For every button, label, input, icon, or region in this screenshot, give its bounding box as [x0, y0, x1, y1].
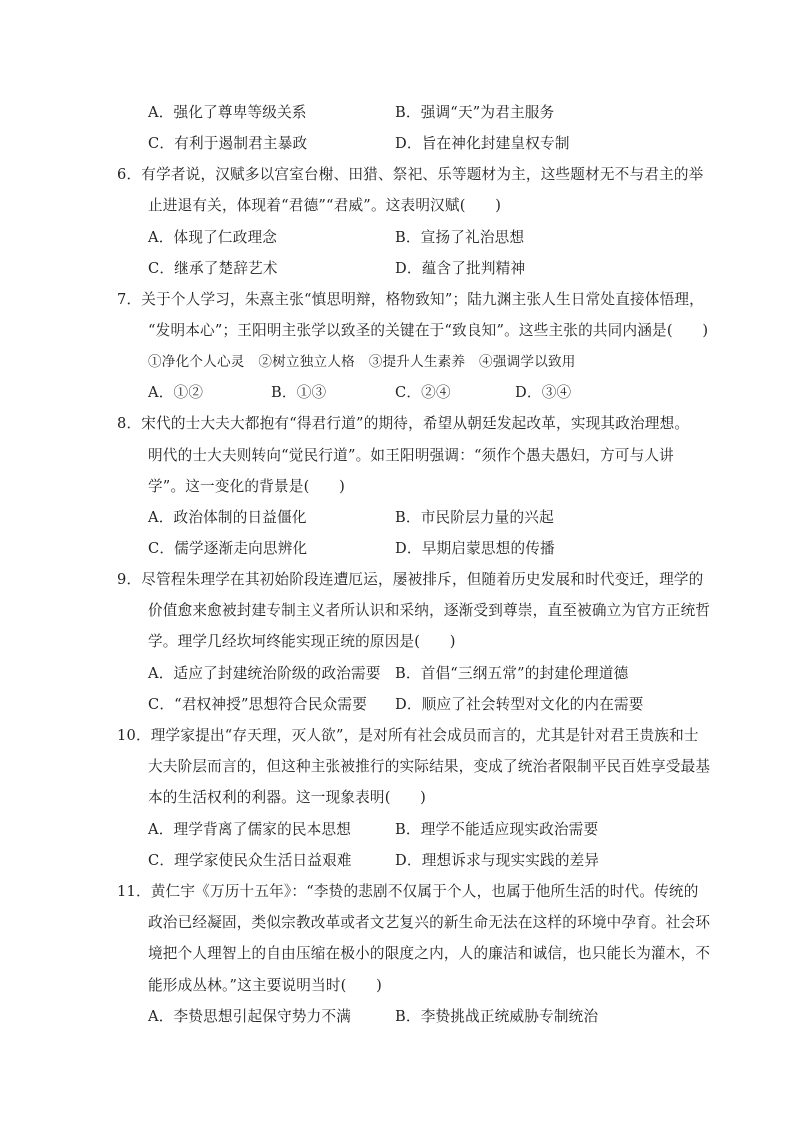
- q8-option-b: B．市民阶层力量的兴起: [395, 509, 554, 526]
- q6-stem-line-1: 6．有学者说，汉赋多以宫室台榭、田猎、祭祀、乐等题材为主，这些题材无不与君主的举: [117, 166, 704, 183]
- q5-option-c: C．有利于遏制君主暴政: [148, 135, 308, 152]
- q10-option-b: B．理学不能适应现实政治需要: [395, 821, 599, 838]
- q5-option-a: A．强化了尊卑等级关系: [148, 104, 307, 121]
- q11-option-a: A．李贽思想引起保守势力不满: [148, 1008, 352, 1025]
- q11-stem-line-1: 11．黄仁宇《万历十五年》：“李贽的悲剧不仅属于个人，也属于他所生活的时代。传统的: [117, 883, 699, 900]
- q6-option-a: A．体现了仁政理念: [148, 229, 278, 246]
- q11-option-b: B．李贽挑战正统威胁专制统治: [395, 1008, 599, 1025]
- q7-option-c: C．②④: [395, 384, 451, 401]
- q7-stem-line-2: “发明本心”；王阳明主张学以致圣的关键在于“致良知”。这些主张的共同内涵是( ): [148, 322, 709, 339]
- q9-option-c: C．“君权神授”思想符合民众需要: [148, 696, 368, 713]
- q5-option-d: D．旨在神化封建皇权专制: [395, 135, 570, 152]
- q10-option-d: D．理想诉求与现实实践的差异: [395, 852, 600, 869]
- q10-stem-line-3: 本的生活权利的利器。这一现象表明( ): [148, 789, 427, 806]
- q11-stem-line-3: 境把个人理智上的自由压缩在极小的限度之内，人的廉洁和诚信，也只能长为灌木，不: [148, 945, 711, 962]
- q7-option-b: B．①③: [271, 384, 327, 401]
- q9-option-d: D．顺应了社会转型对文化的内在需要: [395, 696, 644, 713]
- q6-option-b: B．宣扬了礼治思想: [395, 229, 525, 246]
- q8-stem-line-3: 学”。这一变化的背景是( ): [148, 478, 345, 495]
- q8-option-d: D．早期启蒙思想的传播: [395, 540, 555, 557]
- q6-stem-line-2: 止进退有关，体现着“君德”“君威”。这表明汉赋( ): [148, 197, 502, 214]
- q11-stem-line-2: 政治已经凝固，类似宗教改革或者文艺复兴的新生命无法在这样的环境中孕育。社会环: [148, 914, 711, 931]
- q8-stem-line-1: 8．宋代的士大夫大都抱有“得君行道”的期待，希望从朝廷发起改革，实现其政治理想。: [117, 415, 690, 432]
- q7-stem-line-1: 7．关于个人学习，朱熹主张“慎思明辩，格物致知”；陆九渊主张人生日常处直接体悟理，: [117, 291, 704, 308]
- q7-option-a: A．①②: [148, 384, 204, 401]
- q10-option-a: A．理学背离了儒家的民本思想: [148, 821, 352, 838]
- q6-option-c: C．继承了楚辞艺术: [148, 260, 278, 277]
- q8-option-c: C．儒学逐渐走向思辨化: [148, 540, 308, 557]
- q9-stem-line-2: 价值愈来愈被封建专制主义者所认识和采纳，逐渐受到尊崇，直至被确立为官方正统哲: [148, 602, 711, 619]
- q8-option-a: A．政治体制的日益僵化: [148, 509, 307, 526]
- q9-stem-line-1: 9．尽管程朱理学在其初始阶段连遭厄运，屡被排斥，但随着历史发展和时代变迁，理学的: [117, 571, 704, 588]
- q5-option-b: B．强调“天”为君主服务: [395, 104, 555, 121]
- q6-option-d: D．蕴含了批判精神: [395, 260, 526, 277]
- q11-stem-line-4: 能形成丛林。”这主要说明当时( ): [148, 977, 383, 994]
- q9-stem-line-3: 学。理学几经坎坷终能实现正统的原因是( ): [148, 633, 456, 650]
- q7-option-d: D．③④: [515, 384, 572, 401]
- q10-stem-line-2: 大夫阶层而言的，但这种主张被推行的实际结果，变成了统治者限制平民百姓享受最基: [148, 758, 711, 775]
- q7-numbered-items: ①净化个人心灵 ②树立独立人格 ③提升人生素养 ④强调学以致用: [148, 354, 576, 370]
- q8-stem-line-2: 明代的士大夫则转向“觉民行道”。如王阳明强调：“须作个愚夫愚妇，方可与人讲: [148, 447, 674, 464]
- q10-stem-line-1: 10．理学家提出“存天理，灭人欲”，是对所有社会成员而言的，尤其是针对君王贵族和士: [117, 727, 699, 744]
- q9-option-a: A．适应了封建统治阶级的政治需要: [148, 665, 381, 682]
- q9-option-b: B．首倡“三纲五常”的封建伦理道德: [395, 665, 629, 682]
- q10-option-c: C．理学家使民众生活日益艰难: [148, 852, 352, 869]
